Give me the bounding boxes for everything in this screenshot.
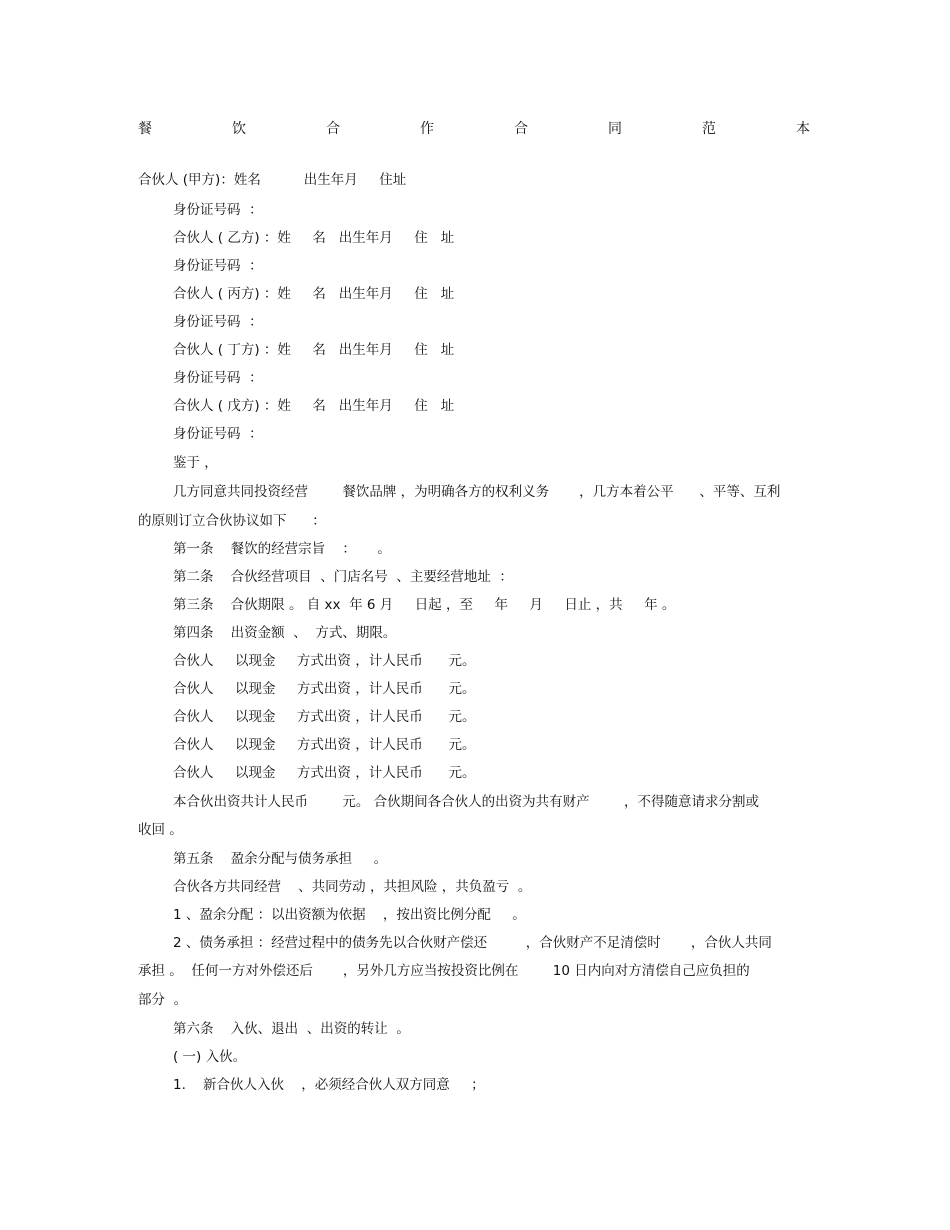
article-2: 第二条 合伙经营项目 、门店名号 、主要经营地址 ： <box>173 569 513 585</box>
profit-distribution-line: 1 、盈余分配 ：以出资额为依据 ，按出资比例分配 。 <box>173 907 526 923</box>
party-c-line: 合伙人 ( 丙方) ：姓 名 出生年月 住 址 <box>173 286 455 302</box>
document-title <box>138 118 810 138</box>
article-1: 第一条 餐饮的经营宗旨 ： 。 <box>173 541 391 557</box>
title-char: 范 <box>702 121 716 137</box>
contribution-line: 合伙人 以现金 方式出资 ，计人民币 元。 <box>173 653 476 669</box>
debt-bearing-line: 2 、债务承担 ：经营过程中的债务先以合伙财产偿还 ，合伙财产不足清偿时 ，合伙人共同 <box>173 935 772 951</box>
shared-operation-line: 合伙各方共同经营 、共同劳动 ，共担风险 ，共负盈亏 。 <box>173 879 532 895</box>
debt-bearing-continuation: 承担 。 任何一方对外偿还后 ，另外几方应当按投资比例在 10 日内向对方清偿自己应负担的 <box>138 963 750 979</box>
contribution-line: 合伙人 以现金 方式出资 ，计人民币 元。 <box>173 681 476 697</box>
id-number-line: 身份证号码 ： <box>173 370 263 386</box>
preamble-line: 几方同意共同投资经营 餐饮品牌 ，为明确各方的权利义务 ，几方本着公平 、平等、互利 <box>173 484 781 500</box>
admission-heading: ( 一) 入伙。 <box>173 1049 247 1065</box>
preamble-continuation: 的原则订立合伙协议如下 ： <box>138 513 326 529</box>
debt-bearing-continuation: 部分 。 <box>138 992 188 1008</box>
party-b-line: 合伙人 ( 乙方) ：姓 名 出生年月 住 址 <box>173 230 455 246</box>
id-number-line: 身份证号码 ： <box>173 258 263 274</box>
title-char: 合 <box>326 121 340 137</box>
contribution-line: 合伙人 以现金 方式出资 ，计人民币 元。 <box>173 737 476 753</box>
party-a-line: 合伙人 (甲方)：姓名 出生年月 住址 <box>138 172 407 188</box>
contribution-line: 合伙人 以现金 方式出资 ，计人民币 元。 <box>173 709 476 725</box>
article-6: 第六条 入伙、退出 、出资的转让 。 <box>173 1021 410 1037</box>
article-4: 第四条 出资金额 、 方式、期限。 <box>173 625 397 641</box>
title-char: 同 <box>608 121 622 137</box>
id-number-line: 身份证号码 ： <box>173 314 263 330</box>
contribution-line: 合伙人 以现金 方式出资 ，计人民币 元。 <box>173 765 476 781</box>
party-d-line: 合伙人 ( 丁方) ：姓 名 出生年月 住 址 <box>173 342 455 358</box>
title-char: 合 <box>514 121 528 137</box>
article-5: 第五条 盈余分配与债务承担 。 <box>173 851 388 867</box>
title-char: 本 <box>796 121 810 137</box>
id-number-line: 身份证号码 ： <box>173 202 263 218</box>
admission-item-1: 1. 新合伙人入伙 ，必须经合伙人双方同意 ； <box>173 1077 485 1093</box>
total-contribution-continuation: 收回 。 <box>138 822 183 838</box>
title-char: 作 <box>420 121 434 137</box>
party-e-line: 合伙人 ( 戊方) ：姓 名 出生年月 住 址 <box>173 398 455 414</box>
title-char: 餐 <box>138 121 152 137</box>
total-contribution-line: 本合伙出资共计人民币 元。 合伙期间各合伙人的出资为共有财产 ，不得随意请求分割或 <box>173 794 759 810</box>
id-number-line: 身份证号码 ： <box>173 426 263 442</box>
whereas-line: 鉴于 ， <box>173 455 218 471</box>
article-3: 第三条 合伙期限 。 自 xx 年 6 月 日起 ，至 年 月 日止 ，共 年 。 <box>173 597 676 613</box>
title-char: 饮 <box>232 121 246 137</box>
